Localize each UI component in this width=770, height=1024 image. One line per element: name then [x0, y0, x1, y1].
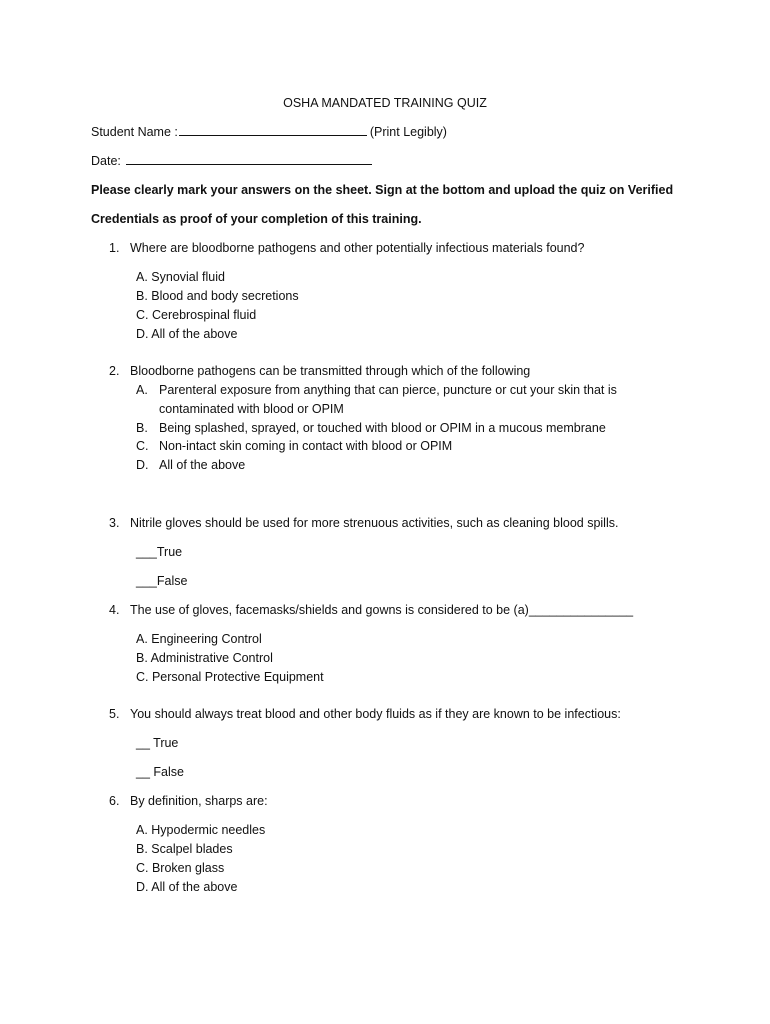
question-2-option-b: Being splashed, sprayed, or touched with blood or OPIM in a mucous membrane: [159, 421, 606, 435]
question-6-text: By definition, sharps are:: [130, 794, 268, 808]
question-6-number: 6.: [109, 794, 120, 808]
instructions-line-2: Credentials as proof of your completion of this training.: [91, 212, 422, 226]
question-4-text: The use of gloves, facemasks/shields and gowns is considered to be (a)_______________: [130, 603, 634, 617]
question-4-option-c: C. Personal Protective Equipment: [136, 670, 324, 684]
question-2-option-a: Parenteral exposure from anything that can pierce, puncture or cut your skin that is: [159, 383, 617, 397]
student-name-row: [91, 124, 447, 140]
date-field[interactable]: [126, 153, 372, 165]
question-6-option-d: D. All of the above: [136, 880, 238, 894]
question-1-option-a: A. Synovial fluid: [136, 270, 225, 284]
question-3-text: Nitrile gloves should be used for more strenuous activities, such as cleaning blood spills.: [130, 516, 619, 530]
question-2-option-d-letter: D.: [136, 458, 149, 472]
question-6-option-a: A. Hypodermic needles: [136, 823, 266, 837]
print-legibly-note: (Print Legibly): [369, 125, 447, 139]
question-5-false-option[interactable]: __ False: [136, 765, 184, 779]
page-title: OSHA MANDATED TRAINING QUIZ: [283, 96, 487, 110]
student-name-label: Student Name :: [91, 125, 178, 139]
question-2-option-c: Non-intact skin coming in contact with blood or OPIM: [159, 439, 453, 453]
question-1-text: Where are bloodborne pathogens and other potentially infectious materials found?: [130, 241, 585, 255]
question-1-option-b: B. Blood and body secretions: [136, 289, 299, 303]
question-5-true-option[interactable]: __ True: [136, 736, 179, 750]
question-4-option-a: A. Engineering Control: [136, 632, 262, 646]
date-row: [91, 153, 372, 169]
question-2-option-a-letter: A.: [136, 383, 148, 397]
question-2-option-c-letter: C.: [136, 439, 149, 453]
question-2-number: 2.: [109, 364, 120, 378]
question-4-option-b: B. Administrative Control: [136, 651, 273, 665]
question-2-option-d: All of the above: [159, 458, 246, 472]
question-2-text: Bloodborne pathogens can be transmitted through which of the following: [130, 364, 531, 378]
question-5-number: 5.: [109, 707, 120, 721]
question-2-option-a-continued: contaminated with blood or OPIM: [159, 402, 344, 416]
instructions-line-1: Please clearly mark your answers on the sheet. Sign at the bottom and upload the quiz on Verified: [91, 183, 674, 197]
question-6-option-b: B. Scalpel blades: [136, 842, 233, 856]
question-1-option-d: D. All of the above: [136, 327, 238, 341]
question-1-option-c: C. Cerebrospinal fluid: [136, 308, 257, 322]
question-3-false-option[interactable]: ___False: [136, 574, 188, 588]
question-1-number: 1.: [109, 241, 120, 255]
question-6-option-c: C. Broken glass: [136, 861, 225, 875]
question-3-number: 3.: [109, 516, 120, 530]
question-4-number: 4.: [109, 603, 120, 617]
student-name-field[interactable]: [179, 124, 367, 136]
question-2-option-b-letter: B.: [136, 421, 148, 435]
date-label: Date:: [91, 154, 121, 168]
question-3-true-option[interactable]: ___True: [136, 545, 183, 559]
question-5-text: You should always treat blood and other body fluids as if they are known to be infectious:: [130, 707, 621, 721]
